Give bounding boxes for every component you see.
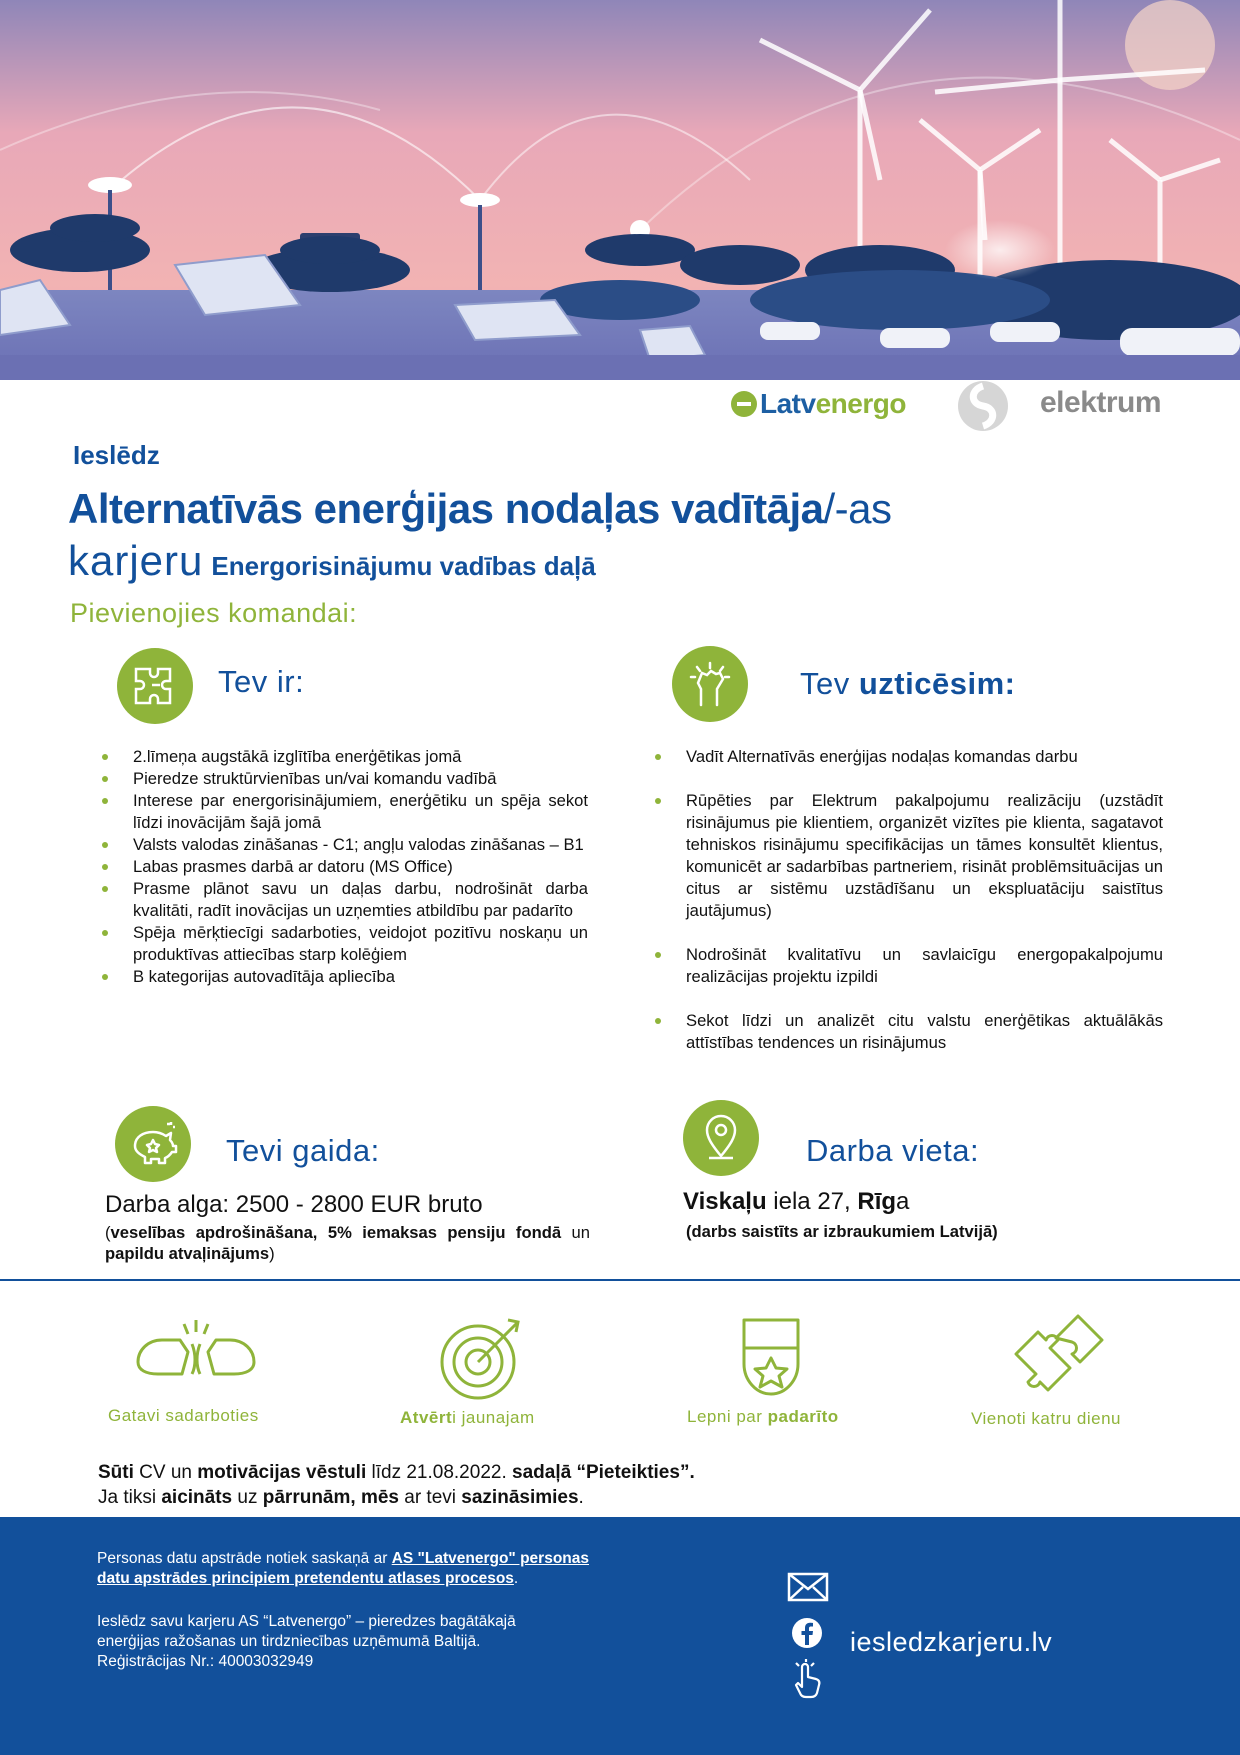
address-text: Viskaļu iela 27, Rīga bbox=[683, 1188, 910, 1215]
awaits-heading: Tevi gaida: bbox=[226, 1133, 380, 1168]
job-title-line2: karjeru Energorisinājumu vadības daļā bbox=[68, 537, 596, 584]
we-trust-heading: Tev uzticēsim: bbox=[800, 666, 1016, 701]
handshake-icon bbox=[132, 1318, 260, 1401]
target-icon bbox=[438, 1312, 528, 1407]
list-item: Prasme plānot savu un daļas darbu, nodrošināt darba kvalitāti, radīt inovācijas un uzņemties atbildību par padarīto bbox=[95, 878, 588, 922]
travel-note: (darbs saistīts ar izbraukumiem Latvijā) bbox=[686, 1222, 998, 1241]
salary-text: Darba alga: 2500 - 2800 EUR bruto bbox=[105, 1191, 483, 1218]
list-item: Spēja mērķtiecīgi sadarboties, veidojot pozitīvu noskaņu un produktīvas attiecības starp kolēģiem bbox=[95, 922, 588, 966]
location-heading: Darba vieta: bbox=[806, 1133, 980, 1168]
value-label-united: Vienoti katru dienu bbox=[971, 1409, 1122, 1428]
pointer-hand-icon bbox=[792, 1659, 822, 1704]
latvenergo-logo: Latvenergo bbox=[760, 388, 906, 419]
elektrum-logo: elektrum bbox=[1040, 386, 1162, 419]
value-label-cooperate: Gatavi sadarboties bbox=[108, 1406, 259, 1425]
puzzle-pieces-icon bbox=[1010, 1314, 1104, 1409]
list-item: 2.līmeņa augstākā izglītība enerģētikas jomā bbox=[95, 746, 588, 768]
section-divider bbox=[0, 1279, 1240, 1281]
value-label-open: Atvērti jaunajam bbox=[400, 1408, 535, 1427]
list-item: Interese par energorisinājumiem, enerģētiku un spēja sekot līdzi inovācijām šajā jomā bbox=[95, 790, 588, 834]
benefits-note: (veselības apdrošināšana, 5% iemaksas pensiju fondā un papildu atvaļinājums) bbox=[105, 1223, 590, 1263]
list-item: Rūpēties par Elektrum pakalpojumu realizāciju (uzstādīt risinājumus pie klientiem, organizēt vizītes pie klienta, sagatavot tehniskos risinājumu specifikācijas un tāmes konsultēt klientus, komunicēt ar sadarbības partneriem, risināt problēmsituācijas un citus ar sistēmu uzstādīšanu un ekspluatāciju saistītus jautājumus) bbox=[648, 790, 1163, 922]
company-about: Ieslēdz savu karjeru AS “Latvenergo” – pieredzes bagātākajā enerģijas ražošanas un tirdzniecības uzņēmumā Baltijā. Reģistrācijas Nr.: 40003032949 bbox=[97, 1613, 516, 1670]
hero-banner-illustration bbox=[0, 0, 1240, 380]
partner-logos bbox=[720, 380, 1180, 432]
facebook-icon[interactable] bbox=[791, 1617, 823, 1654]
piggy-bank-icon bbox=[115, 1106, 191, 1182]
list-item: Valsts valodas zināšanas - C1; angļu valodas zināšanas – B1 bbox=[95, 834, 588, 856]
website-link[interactable]: iesledzkarjeru.lv bbox=[850, 1627, 1053, 1657]
list-item: B kategorijas autovadītāja apliecība bbox=[95, 966, 588, 988]
application-cta bbox=[98, 1460, 695, 1510]
email-icon[interactable] bbox=[787, 1572, 829, 1607]
kicker-text: Ieslēdz bbox=[73, 440, 160, 470]
list-item: Pieredze struktūrvienības un/vai komandu vadībā bbox=[95, 768, 588, 790]
job-title: Alternatīvās enerģijas nodaļas vadītāja/-as bbox=[68, 485, 892, 532]
you-have-heading: Tev ir: bbox=[218, 664, 305, 699]
list-item: Sekot līdzi un analizēt citu valstu enerģētikas aktuālākās attīstības tendences un risinājumus bbox=[648, 1010, 1163, 1054]
list-item: Vadīt Alternatīvās enerģijas nodaļas komandas darbu bbox=[648, 746, 1163, 768]
cta-line-1: Sūti CV un motivācijas vēstuli līdz 21.08.2022. sadaļā “Pieteikties”. bbox=[98, 1462, 695, 1483]
footer bbox=[0, 1517, 1240, 1755]
puzzle-icon bbox=[117, 648, 193, 724]
cta-line-2: Ja tiksi aicināts uz pārrunām, mēs ar tevi sazināsimies. bbox=[98, 1487, 584, 1508]
responsibilities-list bbox=[648, 746, 1163, 1076]
privacy-notice: Personas datu apstrāde notiek saskaņā ar AS "Latvenergo" personas datu apstrādes principiem pretendentu atlases procesos. bbox=[97, 1550, 589, 1587]
list-item: Labas prasmes darbā ar datoru (MS Office) bbox=[95, 856, 588, 878]
privacy-policy-link-cont[interactable]: datu apstrādes principiem pretendentu atlases procesos bbox=[97, 1570, 514, 1587]
location-pin-icon bbox=[683, 1100, 759, 1176]
latvenergo-logo-icon bbox=[730, 390, 758, 418]
privacy-policy-link[interactable]: AS "Latvenergo" personas bbox=[391, 1550, 589, 1567]
medal-icon bbox=[740, 1316, 802, 1405]
requirements-list bbox=[95, 746, 588, 988]
value-label-proud: Lepni par padarīto bbox=[687, 1407, 839, 1426]
elektrum-logo-icon bbox=[956, 380, 1010, 432]
list-item: Nodrošināt kvalitatīvu un savlaicīgu energopakalpojumu realizācijas projektu izpildi bbox=[648, 944, 1163, 988]
raised-fist-icon bbox=[672, 646, 748, 722]
join-team-text: Pievienojies komandai: bbox=[70, 598, 358, 628]
